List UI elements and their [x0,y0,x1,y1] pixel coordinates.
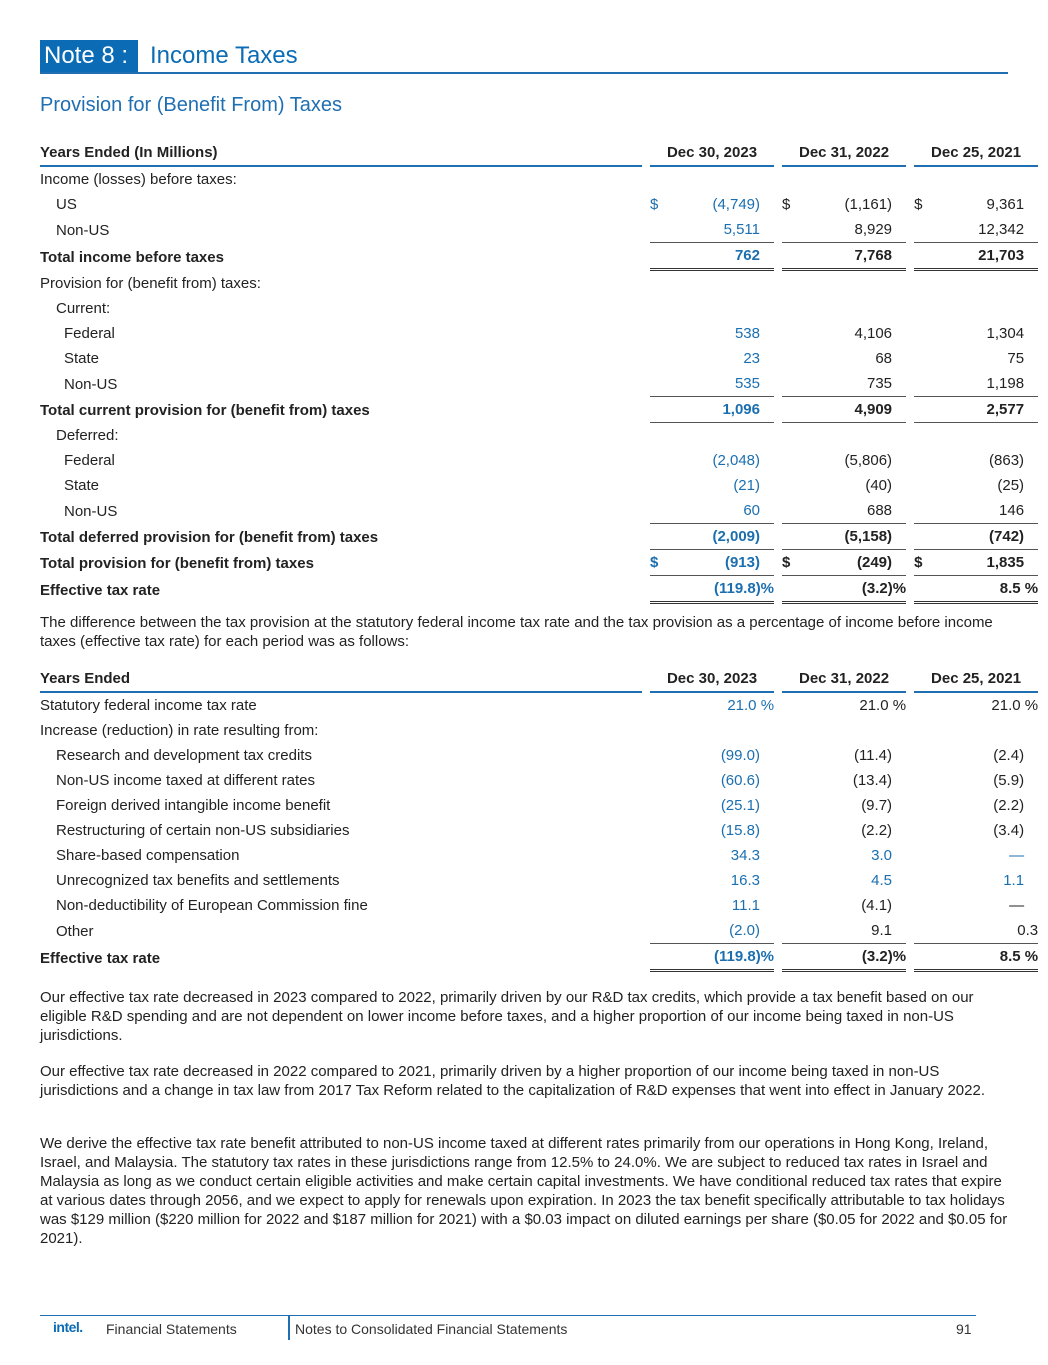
row-label: Effective tax rate [40,581,161,599]
row-label: Unrecognized tax benefits and settlements [56,872,340,889]
table-row [40,371,1038,397]
row-label: Increase (reduction) in rate resulting from: [40,722,319,739]
table-row [40,271,1038,296]
cell-2022: (13.4) [852,772,893,789]
note-number-badge: Note 8 : [40,40,138,72]
cell-2021: (2.4) [993,747,1025,764]
cell-2022: (40) [865,477,893,494]
table-row [40,818,1038,843]
cell-2022: (5,158) [802,524,892,550]
cell-2023: 16.3 [730,872,760,889]
table-row [40,498,1038,524]
cell-2023: 60 [670,498,760,524]
cell-2021: 1.1 [1003,872,1025,889]
table-row [40,843,1038,868]
footer-divider [288,1316,290,1340]
column-header-label: Years Ended [40,666,642,693]
table-row [40,576,1038,604]
table-row [40,524,1038,550]
column-header-2021: Dec 25, 2021 [914,666,1038,693]
cell-2023: (119.8)% [670,944,774,972]
cell-2021: 21.0 % [991,697,1039,714]
cell-2023: 762 [670,243,760,271]
column-header-label: Years Ended (In Millions) [40,140,642,167]
cell-2023: (2,048) [712,452,760,469]
table-row [40,718,1038,743]
footer-section-link[interactable]: Financial Statements [106,1321,237,1337]
cell-2023: (2,009) [670,524,760,550]
row-label: Federal [64,452,115,469]
table-row [40,550,1038,576]
row-label: Non-deductibility of European Commission fine [56,897,368,914]
row-label: Restructuring of certain non-US subsidiaries [56,822,350,839]
footer-rule [40,1315,976,1316]
table-row [40,243,1038,271]
note-title: Income Taxes [150,42,298,69]
cell-2021: (2.2) [993,797,1025,814]
cell-2021: 21,703 [934,243,1024,271]
row-label: Total provision for (benefit from) taxes [40,554,314,572]
row-label: Non-US [56,221,110,239]
table-row [40,793,1038,818]
column-header-2021: Dec 25, 2021 [914,140,1038,167]
cell-2022: (3.2)% [802,576,906,604]
table-row [40,448,1038,473]
column-header-2022: Dec 31, 2022 [782,140,906,167]
provision-table [40,140,1038,604]
paragraph-2023-rate: Our effective tax rate decreased in 2023 compared to 2022, primarily driven by our R&D tax credits, which provide a tax benefit based on our eligible R&D spending and are not dependent on lower income before taxes, and a higher proportion of our income being taxed in non-US jurisdictions. [40,989,974,1044]
cell-2021: (863) [989,452,1025,469]
cell-2021: 1,835 [934,550,1024,576]
table-header-row [40,140,1038,167]
cell-2022: 7,768 [802,243,892,271]
cell-2022: 4.5 [871,872,893,889]
row-label: Income (losses) before taxes: [40,171,237,188]
cell-2023: (2.0) [670,918,760,944]
cell-2022: 68 [875,350,893,367]
table-row [40,321,1038,346]
paragraph-2022-rate: Our effective tax rate decreased in 2022 compared to 2021, primarily driven by a higher proportion of our income being taxed in non-US jurisdictions and a change in tax law from 2017 Tax Reform related to the capitalization of R&D expenses that went into effect in January 2022. [40,1063,985,1099]
row-label: Total income before taxes [40,248,224,266]
table-row [40,217,1038,243]
cell-2023: (99.0) [720,747,760,764]
cell-2023: 535 [670,371,760,397]
intel-logo: intel. [53,1319,83,1335]
row-label: Non-US income taxed at different rates [56,772,316,789]
cell-2022: 688 [802,498,892,524]
cell-2022: (11.4) [853,747,893,764]
table-row [40,743,1038,768]
page-number: 91 [956,1321,972,1337]
cell-2021: (742) [934,524,1024,550]
cell-2021: 146 [934,498,1024,524]
paragraph-non-us-rates: We derive the effective tax rate benefit attributed to non-US income taxed at different rates primarily from our operations in Hong Kong, Ireland, Israel, and Malaysia. The statutory tax rates in these jurisdictions range from 12.5% to 24.0%. We are subject to reduced tax rates in Israel and Malaysia as long as we conduct certain eligible activities and make certain capital investments. We have conditional reduced tax rates that expire at various dates through 2056, and we expect to apply for renewals upon expiration. In 2023 the tax benefit specifically attributable to tax holidays was $129 million ($220 million for 2022 and $187 million for 2021) with a $0.03 impact on diluted earnings per share ($0.05 for 2022 and $0.05 for 2021). [40,1135,1008,1247]
row-label: Non-US [64,375,118,393]
cell-2022: (5,806) [844,452,893,469]
table-row [40,423,1038,448]
column-header-2023: Dec 30, 2023 [650,666,774,693]
cell-2021: 1,198 [934,371,1024,397]
row-label: Total current provision for (benefit from) taxes [40,401,370,419]
cell-2021: (3.4) [993,822,1025,839]
cell-2021: 0.3 [934,918,1038,944]
row-label: Research and development tax credits [56,747,312,764]
cell-2023: 1,096 [670,397,760,423]
cell-2022: 8,929 [802,217,892,243]
cell-2021: 9,361 [986,196,1025,213]
column-header-2023: Dec 30, 2023 [650,140,774,167]
row-label: Other [56,922,94,940]
cell-2023: 538 [734,325,760,342]
currency-symbol: $ [650,196,659,213]
cell-2021: (5.9) [993,772,1025,789]
currency-symbol: $ [914,550,934,576]
note-header [40,40,1008,74]
cell-2022: (4.1) [861,897,893,914]
column-header-2022: Dec 31, 2022 [782,666,906,693]
cell-2023: (4,749) [712,196,760,213]
section-title: Provision for (Benefit From) Taxes [40,94,342,116]
table-row [40,473,1038,498]
cell-2022: 4,909 [802,397,892,423]
row-label: US [56,196,77,213]
cell-2021: 8.5 % [934,944,1038,972]
cell-2021: 2,577 [934,397,1024,423]
table-row [40,397,1038,423]
cell-2023: (15.8) [720,822,760,839]
cell-2021: 75 [1007,350,1025,367]
row-label: Total deferred provision for (benefit from) taxes [40,528,379,546]
cell-2023: 23 [743,350,760,367]
table-row [40,893,1038,918]
cell-2022: 3.0 [871,847,893,864]
row-label: Provision for (benefit from) taxes: [40,275,261,292]
cell-2023: 11.1 [731,897,760,914]
cell-2023: (60.6) [720,772,760,789]
table-row [40,167,1038,192]
row-label: Deferred: [56,427,119,444]
cell-2023: 5,511 [670,217,760,243]
cell-2022: (9.7) [861,797,893,814]
table-header-row [40,666,1038,693]
row-label: Current: [56,300,111,317]
currency-symbol: $ [782,550,802,576]
cell-2023: 34.3 [730,847,760,864]
paragraph-intro: The difference between the tax provision at the statutory federal income tax rate and the tax provision as a percentage of income before income taxes (effective tax rate) for each period was as follows: [40,614,993,650]
row-label: Foreign derived intangible income benefit [56,797,331,814]
currency-symbol: $ [782,196,791,213]
row-label: Effective tax rate [40,949,161,967]
table-row [40,918,1038,944]
table-row [40,296,1038,321]
rate-reconciliation-table [40,666,1038,972]
cell-2023: (25.1) [720,797,760,814]
row-label: Non-US [64,502,118,520]
row-label: State [64,477,100,494]
table-row [40,944,1038,972]
table-row [40,768,1038,793]
table-row [40,192,1038,217]
row-label: State [64,350,100,367]
cell-2022: (1,161) [844,196,893,213]
cell-2021: — [1009,847,1025,864]
row-label: Federal [64,325,115,342]
cell-2023: 21.0 % [727,697,775,714]
cell-2023: (119.8)% [670,576,774,604]
cell-2021: 12,342 [934,217,1024,243]
cell-2022: 9.1 [802,918,892,944]
cell-2021: 8.5 % [934,576,1038,604]
table-row [40,346,1038,371]
cell-2023: (913) [670,550,760,576]
cell-2022: 21.0 % [859,697,907,714]
currency-symbol: $ [650,550,670,576]
cell-2023: (21) [733,477,760,494]
cell-2022: 735 [802,371,892,397]
cell-2022: (2.2) [861,822,893,839]
table-row [40,868,1038,893]
cell-2021: (25) [997,477,1025,494]
table-row [40,693,1038,718]
cell-2022: 4,106 [854,325,893,342]
cell-2022: (3.2)% [802,944,906,972]
cell-2021: 1,304 [986,325,1025,342]
row-label: Statutory federal income tax rate [40,697,257,714]
cell-2021: — [1009,897,1025,914]
cell-2022: (249) [802,550,892,576]
row-label: Share-based compensation [56,847,240,864]
currency-symbol: $ [914,196,923,213]
footer-subsection-link[interactable]: Notes to Consolidated Financial Statements [295,1321,568,1337]
